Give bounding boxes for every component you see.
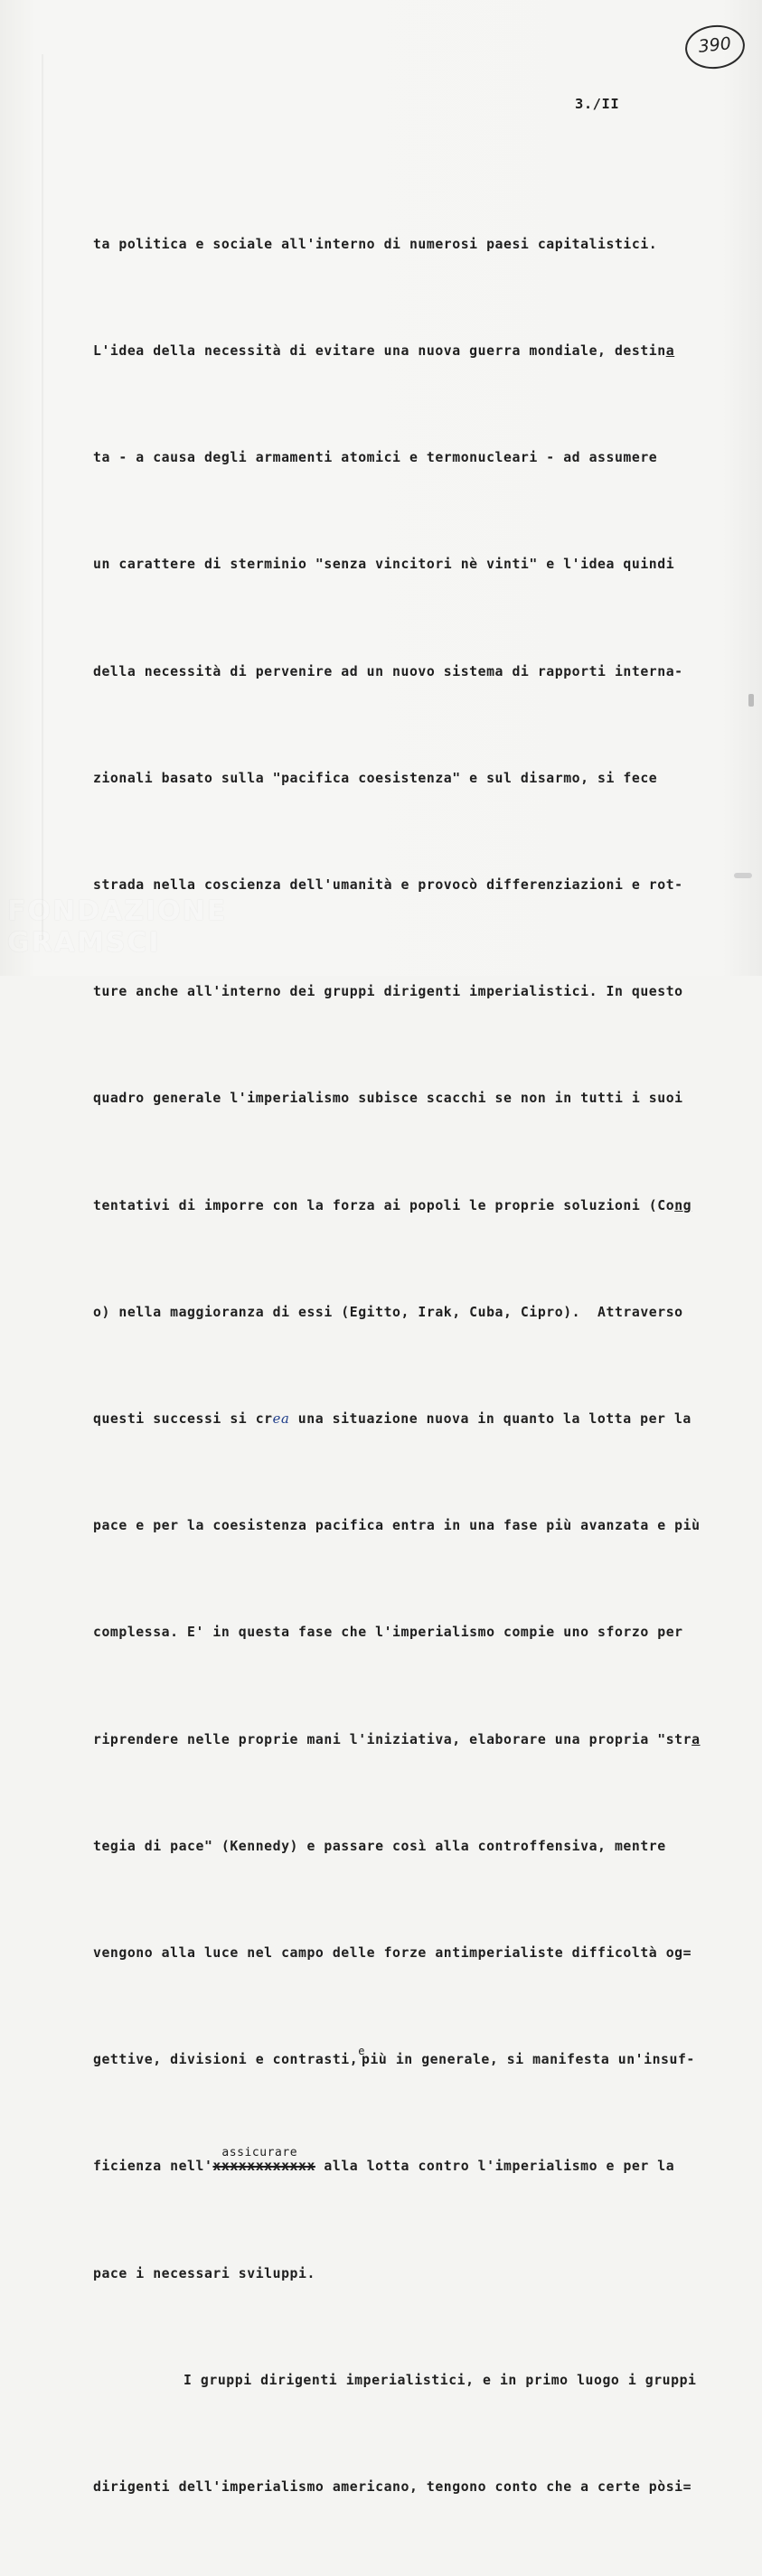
text-line: complessa. E' in questa fase che l'imperialismo compie uno sforzo per [93, 1625, 683, 1641]
text-line: pace e per la coesistenza pacifica entra in una fase più avanzata e più [93, 1518, 701, 1534]
text-line: gettive, divisioni e contrasti,$^e$più in generale, si manifesta un'insuf- [93, 2045, 695, 2068]
text-line: ture anche all'interno dei gruppi dirigenti imperialistici. In questo [93, 984, 683, 1000]
archive-stamp [683, 23, 748, 72]
stamp-number: 390 [697, 33, 732, 57]
text-line: quadro generale l'imperialismo subisce scacchi se non in tutti i suoi [93, 1091, 683, 1107]
watermark-logo: FONDAZIONE GRAMSCI [7, 895, 228, 959]
page-number: 3./II [575, 96, 620, 112]
page-edge-shadow [42, 54, 43, 940]
text-line: zionali basato sulla "pacifica coesistenza" e sul disarmo, si fece [93, 770, 658, 786]
typed-correction [212, 2146, 315, 2184]
inserted-word: assicurare [221, 2146, 298, 2160]
inserted-letter: e [358, 2045, 365, 2058]
text-line: ficienza nell' assicurare xxxxxxxxxxxx alla lotta contro l'imperialismo e per la [93, 2149, 744, 2184]
text-line: tentativi di imporre con la forza ai popoli le proprie soluzioni (Cong [93, 1197, 692, 1213]
text-line: vengono alla luce nel campo delle forze antimperialiste difficoltà og= [93, 1945, 692, 1962]
text-line: ta politica e sociale all'interno di numerosi paesi capitalistici. [93, 236, 658, 252]
text-line: tegia di pace" (Kennedy) e passare così alla controffensiva, mentre [93, 1838, 666, 1854]
handwritten-correction: ea [272, 1411, 290, 1428]
text-line: o) nella maggioranza di essi (Egitto, Irak, Cuba, Cipro). Attraverso [93, 1304, 683, 1320]
typed-body-text [93, 155, 744, 2576]
text-line: riprendere nelle proprie mani l'iniziativa, elaborare una propria "stra [93, 1731, 701, 1747]
margin-mark [748, 694, 754, 707]
text-line: pace i necessari sviluppi. [93, 2265, 315, 2281]
text-line: L'idea della necessità di evitare una nuova guerra mondiale, destina [93, 343, 675, 360]
text-line: della necessità di pervenire ad un nuovo sistema di rapporti interna- [93, 663, 683, 679]
text-line: strada nella coscienza dell'umanità e provocò differenziazioni e rot- [93, 877, 683, 894]
text-line: I gruppi dirigenti imperialistici, e in primo luogo i gruppi [183, 2372, 697, 2388]
text-line: dirigenti dell'imperialismo americano, tengono conto che a certe pòsi= [93, 2479, 692, 2496]
margin-mark [734, 873, 752, 878]
struck-out-text: xxxxxxxxxxxx [212, 2159, 315, 2175]
text-line: ta - a causa degli armamenti atomici e termonucleari - ad assumere [93, 450, 658, 466]
text-line: questi successi si crea una situazione nuova in quanto la lotta per la [93, 1411, 691, 1428]
text-line: un carattere di sterminio "senza vincitori nè vinti" e l'idea quindi [93, 557, 675, 573]
